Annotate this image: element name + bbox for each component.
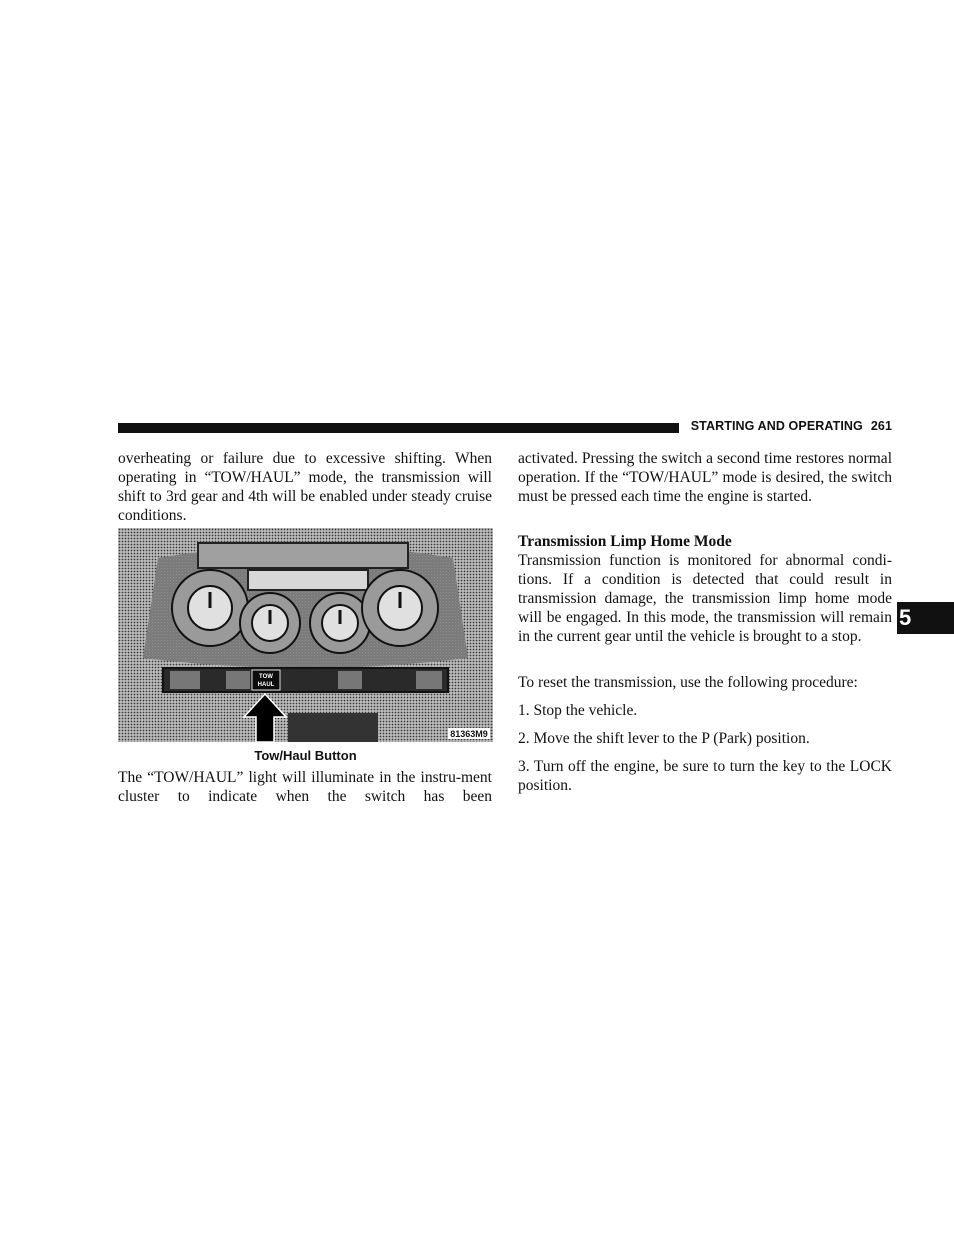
left-paragraph-1: overheating or failure due to excessive shifting. When operating in “TOW/HAUL” mode, the transmission will shift to 3rd gear and 4th will be enabled under steady cruise conditions. [118,450,492,524]
dial-center-left-icon [240,593,300,653]
header-rule [118,423,679,433]
chapter-tab: 5 [897,602,954,634]
procedure-intro: To reset the transmission, use the following procedure: [518,674,858,691]
right-paragraph-1: activated. Pressing the switch a second time restores normal operation. If the “TOW/HAUL” mode is desired, the switch must be pressed each time the engine is started. [518,450,892,505]
figure-code: 81363M9 [450,729,488,739]
tow-label: TOW [259,674,273,680]
procedure-step-3: 3. Turn off the engine, be sure to turn the key to the LOCK position. [518,758,892,794]
right-paragraph-2: Transmission function is monitored for abnormal condi-tions. If a condition is detected that could result in transmission damage, the transmission limp home mode will be engaged. In this mode, the transmission will remain in the current gear until the vehicle is brought to a stop. [518,552,892,645]
dial-left-icon [172,570,248,646]
dial-right-icon [362,570,438,646]
procedure-step-1: 1. Stop the vehicle. [518,702,638,719]
section-title: STARTING AND OPERATING [690,419,863,433]
left-paragraph-2: The “TOW/HAUL” light will illuminate in the instru-ment cluster to indicate when the switch has been [118,769,492,805]
procedure-step-2: 2. Move the shift lever to the P (Park) position. [518,730,810,747]
figure-caption: Tow/Haul Button [254,748,357,763]
page-number: 261 [870,419,892,433]
tow-haul-figure [118,528,493,742]
section-heading: Transmission Limp Home Mode [518,533,732,550]
dial-center-right-icon [310,593,370,653]
running-header [688,419,892,433]
haul-label: HAUL [257,682,275,688]
